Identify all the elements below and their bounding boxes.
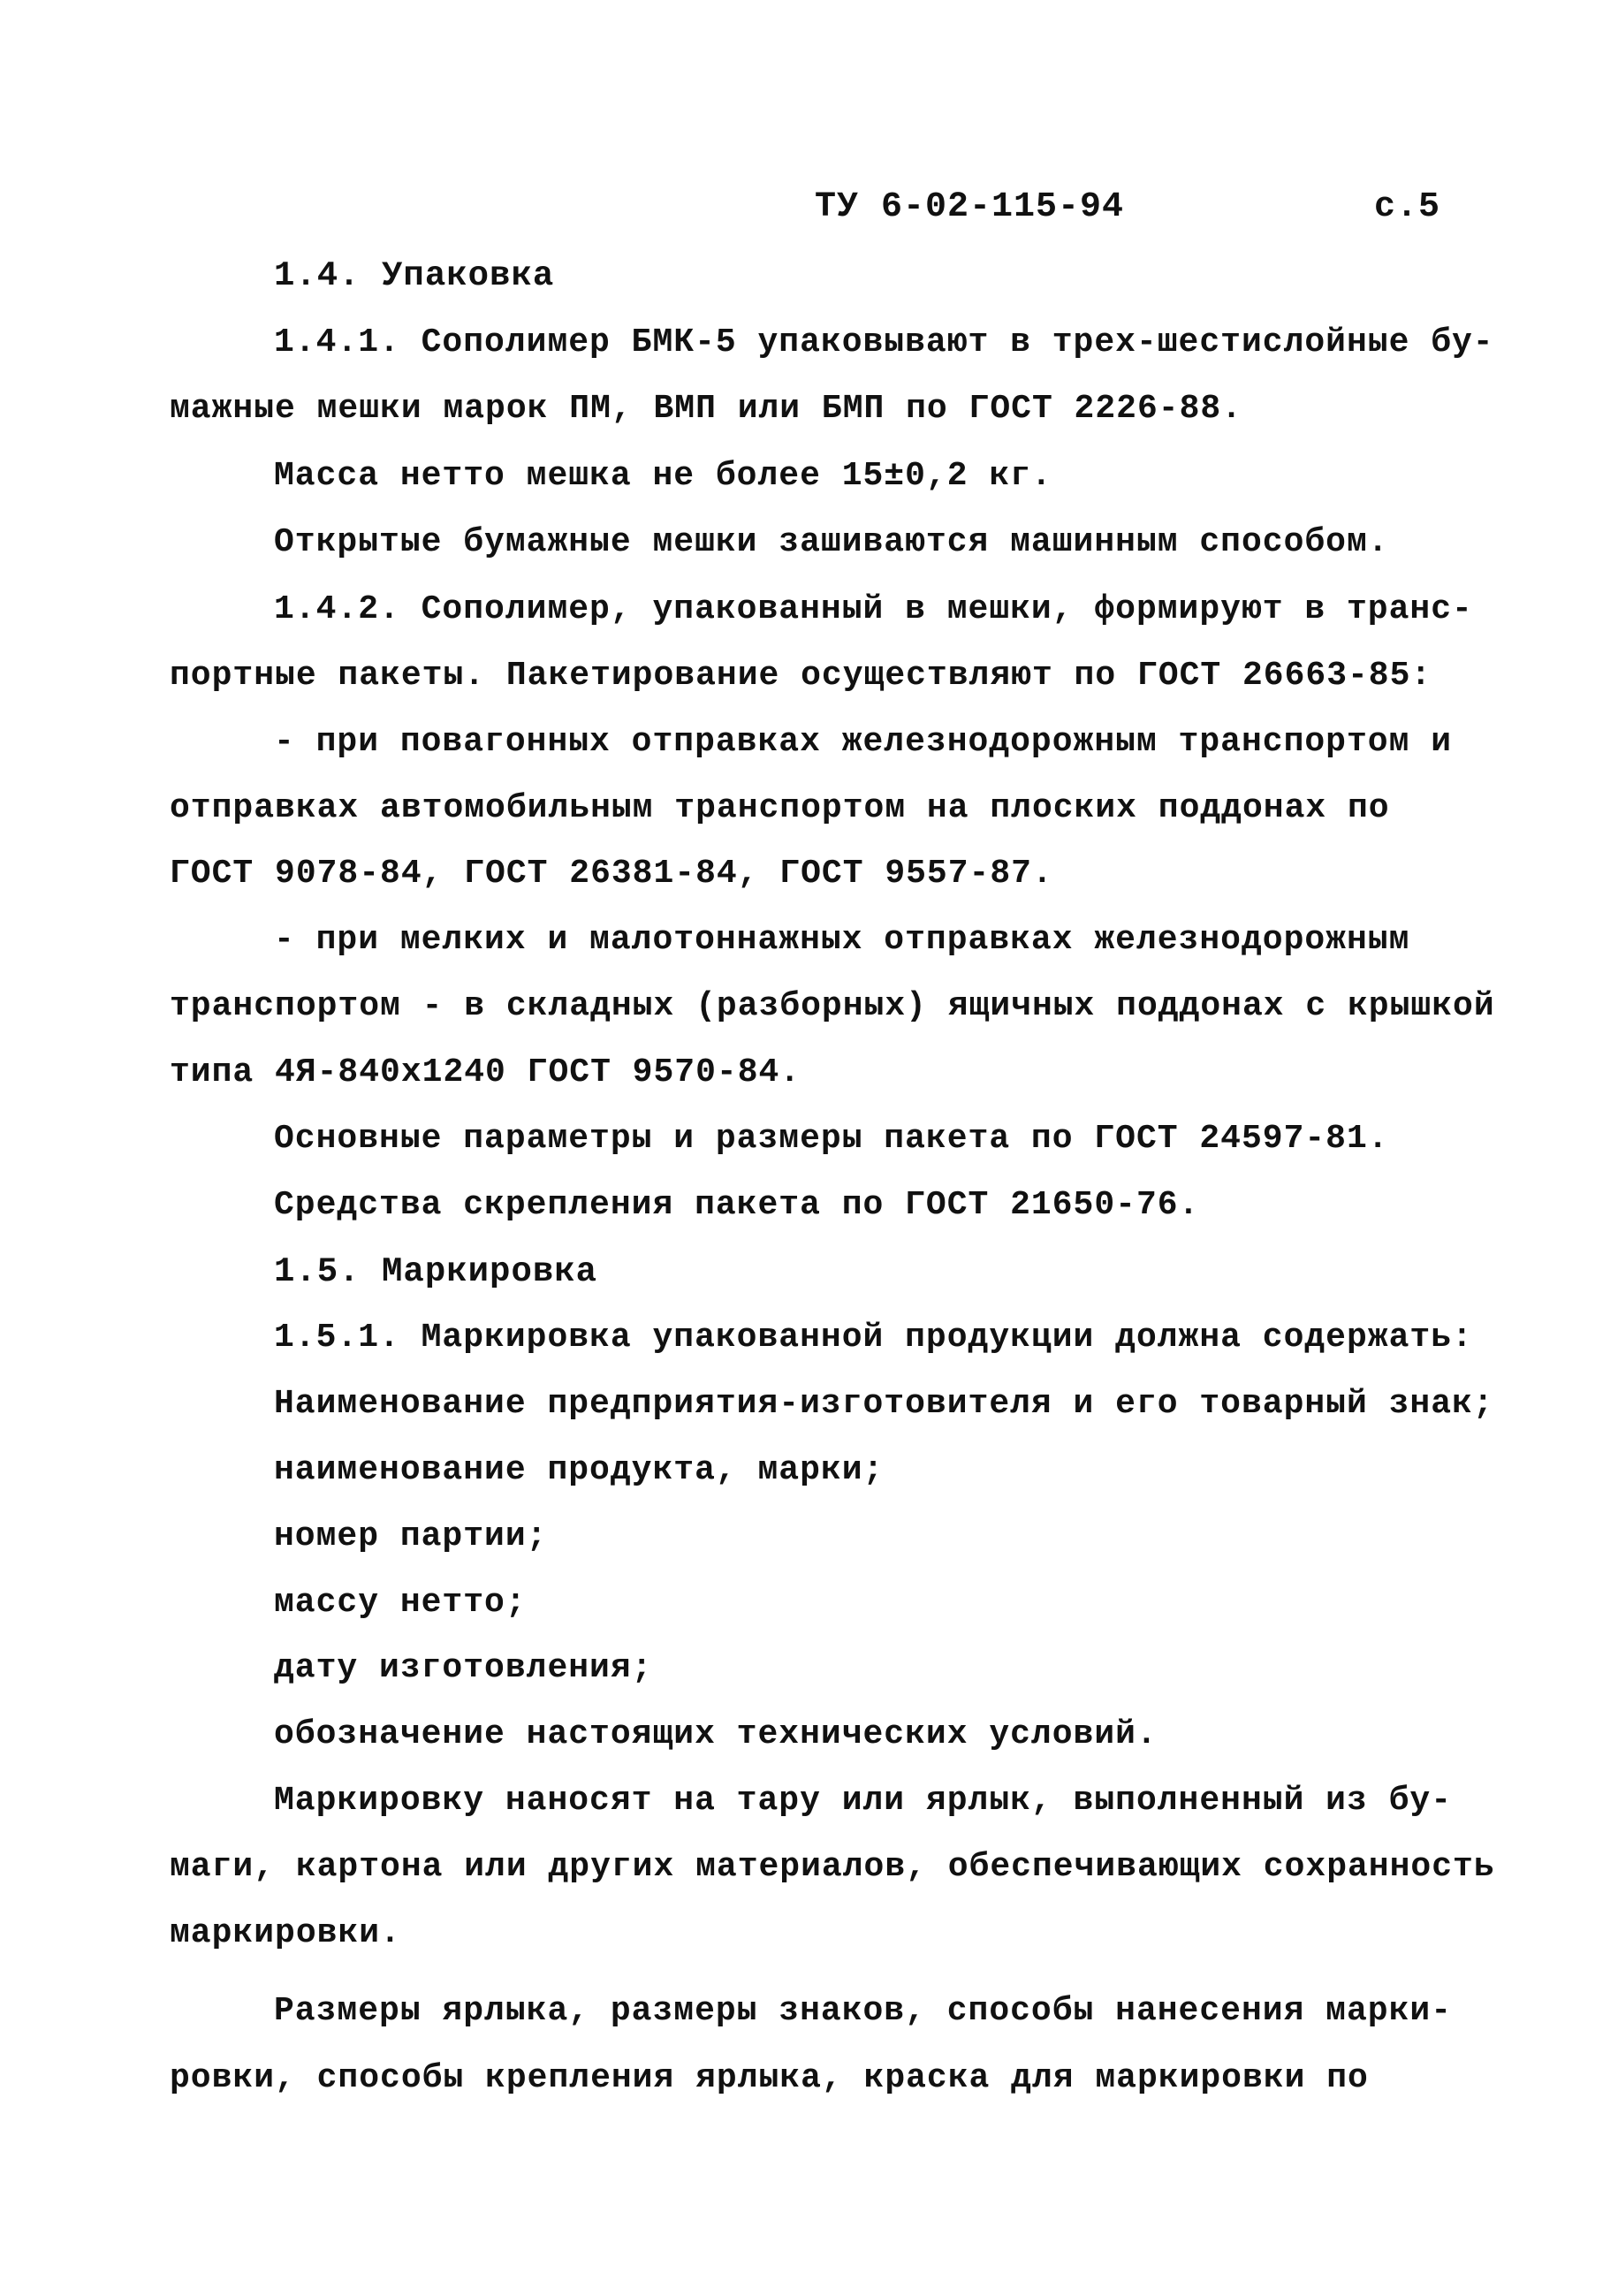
text-line: - при повагонных отправках железнодорожным транспортом и bbox=[274, 723, 1453, 761]
text-line: 1.4.2. Сополимер, упакованный в мешки, формируют в транс- bbox=[274, 590, 1473, 628]
text-line: ГОСТ 9078-84, ГОСТ 26381-84, ГОСТ 9557-87. bbox=[170, 855, 1053, 893]
text-line: транспортом - в складных (разборных) ящичных поддонах с крышкой bbox=[170, 987, 1495, 1025]
text-line: 1.4.1. Сополимер БМК-5 упаковывают в трех-шестислойные бу- bbox=[274, 323, 1494, 361]
text-line: мажные мешки марок ПМ, ВМП или БМП по ГОСТ 2226-88. bbox=[170, 390, 1242, 428]
text-line: ровки, способы крепления ярлыка, краска для маркировки по bbox=[170, 2059, 1369, 2097]
text-line: - при мелких и малотоннажных отправках железнодорожным bbox=[274, 921, 1410, 959]
text-line: Наименование предприятия-изготовителя и его товарный знак; bbox=[274, 1385, 1494, 1423]
text-line: маркировки. bbox=[170, 1914, 401, 1952]
document-code: ТУ 6-02-115-94 bbox=[815, 187, 1125, 227]
text-line: 1.5.1. Маркировка упакованной продукции должна содержать: bbox=[274, 1319, 1473, 1357]
section-heading-marking: 1.5. Маркировка bbox=[274, 1252, 598, 1291]
text-line: типа 4Я-840х1240 ГОСТ 9570-84. bbox=[170, 1053, 801, 1091]
text-line: маги, картона или других материалов, обеспечивающих сохранность bbox=[170, 1848, 1495, 1886]
text-line: Средства скрепления пакета по ГОСТ 21650-76. bbox=[274, 1186, 1200, 1224]
text-line: Открытые бумажные мешки зашиваются машинным способом. bbox=[274, 523, 1389, 561]
text-line: Размеры ярлыка, размеры знаков, способы нанесения марки- bbox=[274, 1992, 1453, 2030]
text-line: Масса нетто мешка не более 15±0,2 кг. bbox=[274, 457, 1052, 495]
text-line: номер партии; bbox=[274, 1517, 548, 1555]
text-line: дату изготовления; bbox=[274, 1649, 653, 1687]
text-line: Маркировку наносят на тару или ярлык, выполненный из бу- bbox=[274, 1782, 1453, 1820]
text-line: портные пакеты. Пакетирование осуществляют по ГОСТ 26663-85: bbox=[170, 657, 1432, 695]
text-line: массу нетто; bbox=[274, 1584, 527, 1622]
section-heading-packaging: 1.4. Упаковка bbox=[274, 256, 555, 295]
text-line: обозначение настоящих технических условий. bbox=[274, 1715, 1158, 1753]
text-line: наименование продукта, марки; bbox=[274, 1451, 885, 1489]
page-number: с.5 bbox=[1374, 187, 1441, 227]
text-line: Основные параметры и размеры пакета по ГОСТ 24597-81. bbox=[274, 1120, 1389, 1158]
text-line: отправках автомобильным транспортом на плоских поддонах по bbox=[170, 789, 1390, 827]
